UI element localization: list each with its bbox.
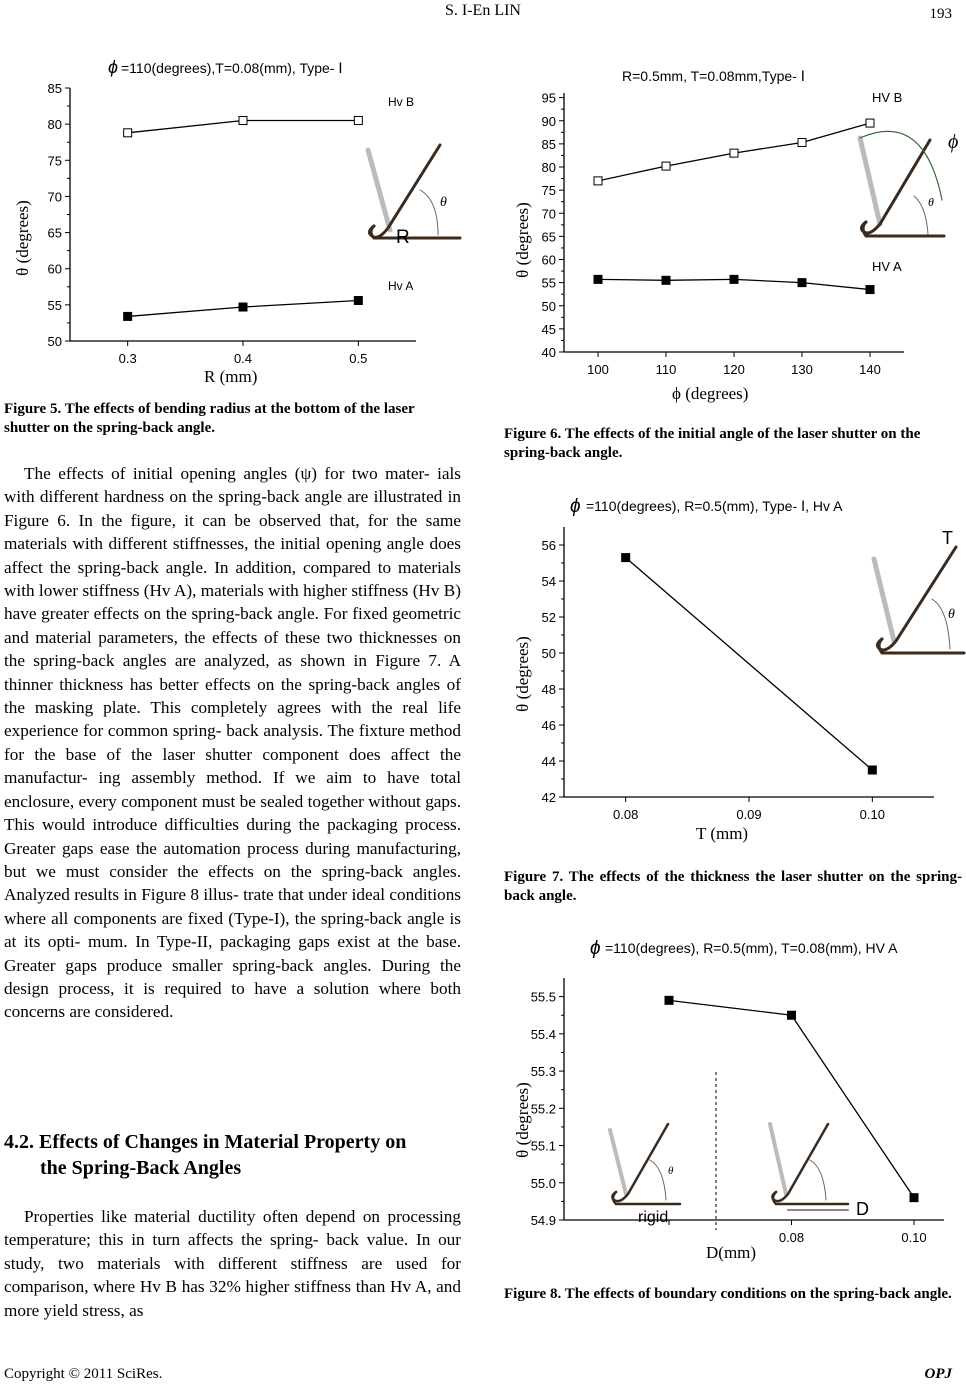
y-tick-label: 45 xyxy=(541,321,556,337)
inset-angle-theta: θ xyxy=(928,195,934,209)
x-tick-label: 0.08 xyxy=(613,807,639,822)
series-line-0 xyxy=(669,1000,914,1197)
y-tick-label: 90 xyxy=(541,113,556,129)
y-tick-label: 54.9 xyxy=(530,1213,556,1228)
x-tick-label: 100 xyxy=(587,362,609,377)
data-point xyxy=(798,279,806,287)
y-tick-label: 50 xyxy=(541,646,556,661)
x-tick-label: 0.4 xyxy=(233,351,253,366)
inset-label-rigid: rigid xyxy=(638,1209,669,1226)
y-tick-label: 50 xyxy=(541,298,556,314)
y-tick-label: 55.2 xyxy=(530,1101,556,1117)
y-tick-label: 54 xyxy=(541,574,556,589)
legend-hv-a: HV A xyxy=(872,259,902,274)
figure-7-chart xyxy=(504,490,966,845)
y-tick-label: 70 xyxy=(47,189,62,205)
data-point xyxy=(730,275,738,283)
data-point xyxy=(594,275,602,283)
y-axis-label: θ (degrees) xyxy=(513,636,532,712)
data-point xyxy=(239,303,247,311)
chart-title: R=0.5mm, T=0.08mm,Type- Ⅰ xyxy=(622,68,805,84)
x-tick-label: 0.5 xyxy=(349,351,368,366)
data-point xyxy=(354,297,362,305)
x-tick-label: 0.10 xyxy=(901,1230,927,1245)
data-point xyxy=(868,766,876,774)
y-tick-label: 42 xyxy=(541,790,556,805)
legend-hv-b: HV B xyxy=(872,90,903,105)
y-axis-label: θ (degrees) xyxy=(13,200,32,276)
y-tick-label: 55.1 xyxy=(530,1138,556,1154)
phi-symbol: ϕ xyxy=(108,57,119,77)
data-point xyxy=(124,129,132,137)
y-tick-label: 52 xyxy=(541,610,556,625)
shutter-inset-gap xyxy=(770,1124,848,1210)
chart-title: =110(degrees),T=0.08(mm), Type- Ⅰ xyxy=(121,60,343,76)
y-tick-label: 55 xyxy=(541,275,556,291)
shutter-inset-T xyxy=(874,547,964,653)
x-tick-label: 130 xyxy=(791,362,813,377)
legend-hv-b: Hv B xyxy=(388,95,415,109)
inset-label-T: T xyxy=(942,528,953,548)
y-tick-label: 70 xyxy=(541,206,556,222)
x-tick-label: 0.09 xyxy=(736,807,762,822)
y-tick-label: 55.3 xyxy=(530,1064,556,1080)
inset-phi: ϕ xyxy=(948,131,959,153)
paragraph: The effects of initial opening angles (ψ) for two mater- ials with different hardness on the spring-back angle are illustrated in Figure 6. In the figure, it can be observed that, for the same materials with different stiffnesses, the initial opening angle does affect the spring-back angle. In addition, compared to materials with lower stiffness (Hv A), materials with higher stiffness (Hv B) have greater effects on the spring-back angle. For fixed geometric and material parameters, the effects of these two thicknesses on the spring-back angles are analyzed, as shown in Figure 7. A thinner thickness has better effects on the spring-back angles of the masking plate. This completely agrees with the real life experience for common spring- back analysis. The fixture method for the base of the laser shutter component does affect the manufactur- ing assembly method. If we aim to have total enclosure, every component must be sealed together without gaps. This would introduce difficulties during the packaging process. Greater gaps ease the automation process during manufacturing, but we must consider the effects on the spring-back angles. Analyzed results in Figure 8 illus- trate that under ideal conditions where all components are fixed (Type-I), the spring-back angle is at its opti- mum. In Type-II, packaging gaps exist at the base. Greater gaps produce smaller spring-back angles. During the design process, it is required to have a solution where both concerns are considered. xyxy=(4,464,461,1022)
data-point xyxy=(665,996,673,1004)
figure-7-caption: Figure 7. The effects of the thickness the laser shutter on the spring-back angle. xyxy=(504,869,962,904)
shutter-inset-phi xyxy=(860,131,944,236)
journal-abbrev: OPJ xyxy=(924,1366,952,1382)
y-tick-label: 85 xyxy=(47,81,62,96)
y-tick-label: 56 xyxy=(541,538,556,553)
y-tick-label: 55.0 xyxy=(530,1175,556,1191)
y-tick-label: 40 xyxy=(541,345,556,360)
y-tick-label: 65 xyxy=(47,225,62,241)
body-text xyxy=(4,462,461,1024)
figure-8-chart xyxy=(504,930,966,1275)
chart-title: =110(degrees), R=0.5(mm), T=0.08(mm), HV A xyxy=(605,940,898,956)
data-point xyxy=(662,162,670,170)
inset-angle-theta: θ xyxy=(668,1165,674,1177)
phi-symbol: ϕ xyxy=(570,496,581,517)
paragraph: Properties like material ductility often depend on processing temperature; this in turn affects the spring- back value. In our study, two materials with different stiffness are used for comparison, where Hv B has 32% higher stiffness than Hv A, and more yield stress, as xyxy=(4,1207,461,1320)
y-tick-label: 50 xyxy=(47,334,62,349)
y-tick-label: 75 xyxy=(541,183,556,199)
data-point xyxy=(866,119,874,127)
x-axis-label: D(mm) xyxy=(706,1243,757,1262)
y-tick-label: 48 xyxy=(541,682,556,697)
data-point xyxy=(239,117,247,125)
series-line-0 xyxy=(626,558,873,770)
x-tick-label: 120 xyxy=(723,362,745,377)
x-axis-label: ϕ (degrees) xyxy=(672,384,749,403)
y-tick-label: 80 xyxy=(541,160,556,175)
data-point xyxy=(788,1011,796,1019)
y-tick-label: 75 xyxy=(47,153,62,169)
y-tick-label: 80 xyxy=(47,117,62,133)
y-tick-label: 60 xyxy=(47,261,62,277)
x-tick-label: 0.3 xyxy=(118,351,137,366)
data-point xyxy=(866,286,874,294)
shutter-inset-R xyxy=(368,145,460,238)
x-tick-label: 110 xyxy=(655,362,677,377)
figure-6-chart xyxy=(504,60,966,410)
copyright: Copyright © 2011 SciRes. xyxy=(4,1366,163,1382)
section-heading: 4.2. Effects of Changes in Material Property on the Spring-Back Angles xyxy=(4,1131,407,1179)
inset-angle-theta: θ xyxy=(948,607,955,622)
data-point xyxy=(730,149,738,157)
y-axis-label: θ (degrees) xyxy=(513,1082,532,1158)
inset-angle-theta: θ xyxy=(440,195,447,210)
y-tick-label: 46 xyxy=(541,718,556,733)
legend-hv-a: Hv A xyxy=(388,279,414,293)
y-tick-label: 95 xyxy=(541,90,556,106)
figure-5-chart xyxy=(4,48,464,393)
y-tick-label: 44 xyxy=(541,754,556,769)
data-point xyxy=(662,276,670,284)
shutter-inset-rigid xyxy=(610,1124,680,1204)
x-axis-label: T (mm) xyxy=(696,824,749,843)
chart-title: =110(degrees), R=0.5(mm), Type- Ⅰ, Hv A xyxy=(586,498,843,514)
data-point xyxy=(622,554,630,562)
inset-label-D: D xyxy=(856,1199,869,1219)
y-tick-label: 65 xyxy=(541,229,556,245)
data-point xyxy=(124,312,132,320)
data-point xyxy=(798,138,806,146)
data-point xyxy=(910,1194,918,1202)
x-tick-label: 140 xyxy=(859,362,881,377)
y-tick-label: 55.5 xyxy=(530,989,556,1005)
figure-6-caption: Figure 6. The effects of the initial angle of the laser shutter on the spring-back angle. xyxy=(504,426,921,461)
y-tick-label: 55 xyxy=(47,297,62,313)
data-point xyxy=(594,177,602,185)
figure-5-caption: Figure 5. The effects of bending radius at the bottom of the laser shutter on the spring-back angle. xyxy=(4,401,415,436)
x-tick-label: 0.10 xyxy=(859,807,885,822)
figure-8-caption: Figure 8. The effects of boundary conditions on the spring-back angle. xyxy=(504,1286,952,1302)
y-tick-label: 85 xyxy=(541,136,556,152)
running-head: S. I-En LIN xyxy=(445,2,521,19)
inset-label-R: R xyxy=(396,227,410,248)
y-tick-label: 60 xyxy=(541,252,556,268)
y-axis-label: θ (degrees) xyxy=(513,202,532,278)
body-text-2 xyxy=(4,1205,461,1322)
data-point xyxy=(354,117,362,125)
phi-symbol: ϕ xyxy=(590,938,601,959)
y-tick-label: 55.4 xyxy=(530,1026,556,1042)
x-tick-label: 0.08 xyxy=(778,1230,805,1245)
page-number: 193 xyxy=(929,6,952,22)
x-axis-label: R (mm) xyxy=(204,367,258,386)
